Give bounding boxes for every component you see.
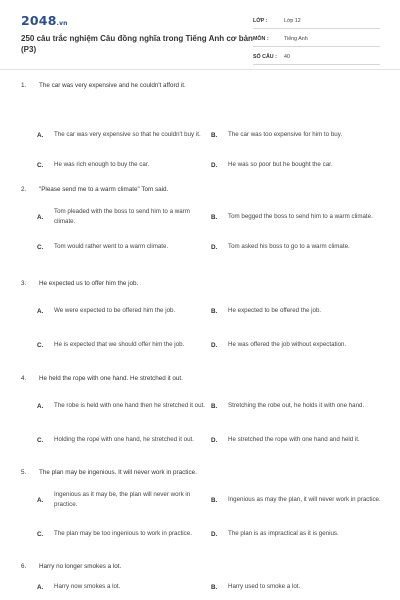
option-text: The plan is as impractical as it is genius.	[228, 530, 339, 537]
option-letter: B.	[211, 496, 218, 504]
option-a[interactable]	[37, 298, 207, 324]
meta-label: MÔN :	[253, 36, 269, 42]
option-c[interactable]	[37, 521, 207, 547]
question-1	[0, 80, 400, 184]
meta-info	[253, 14, 380, 68]
option-letter: A.	[37, 307, 44, 315]
option-letter: C.	[37, 243, 44, 251]
option-text: The car was too expensive for him to buy.	[228, 131, 343, 138]
option-text: He expected to be offered the job.	[228, 307, 322, 314]
option-letter: D.	[211, 161, 218, 169]
option-letter: B.	[211, 402, 218, 410]
meta-label: SỐ CÂU :	[253, 54, 277, 60]
meta-value: Tiếng Anh	[284, 36, 308, 42]
option-row	[0, 521, 400, 547]
question-number: 2.	[21, 186, 27, 193]
header-divider	[0, 69, 400, 70]
document-title: 250 câu trắc nghiệm Câu đồng nghĩa trong Tiếng Anh cơ bản (P3)	[21, 34, 253, 54]
option-a[interactable]	[37, 577, 207, 597]
option-text: The car was very expensive so that he couldn't buy it.	[54, 131, 201, 138]
option-letter: B.	[211, 583, 218, 591]
question-stem	[0, 184, 400, 196]
option-letter: A.	[37, 583, 44, 591]
option-row	[0, 204, 400, 230]
option-text: Tom pleaded with the boss to send him to a warm climate.	[54, 208, 190, 225]
option-c[interactable]	[37, 152, 207, 178]
option-text: He stretched the rope with one hand and held it.	[228, 436, 360, 443]
option-a[interactable]	[37, 204, 207, 230]
option-text: He is expected that we should offer him the job.	[54, 341, 185, 348]
option-letter: D.	[211, 436, 218, 444]
question-5	[0, 467, 400, 561]
option-text: Tom asked his boss to go to a warm climate.	[228, 243, 350, 250]
option-row	[0, 393, 400, 419]
question-number: 3.	[21, 280, 27, 287]
option-letter: D.	[211, 243, 218, 251]
option-text: He was offered the job without expectation.	[228, 341, 347, 348]
option-b[interactable]	[211, 577, 381, 597]
option-text: Tom would rather went to a warm climate.	[54, 243, 169, 250]
question-2	[0, 184, 400, 278]
meta-row-count	[253, 50, 380, 65]
option-row	[0, 152, 400, 178]
question-4	[0, 373, 400, 467]
option-b[interactable]	[211, 487, 381, 513]
question-number: 4.	[21, 375, 27, 382]
option-text: He was so poor but he bought the car.	[228, 161, 333, 168]
site-logo[interactable]	[21, 13, 68, 28]
question-stem	[0, 373, 400, 385]
option-d[interactable]	[211, 234, 381, 260]
option-letter: B.	[211, 213, 218, 221]
option-c[interactable]	[37, 234, 207, 260]
question-stem	[0, 561, 400, 573]
question-3	[0, 278, 400, 373]
option-text: Harry used to smoke a lot.	[228, 583, 301, 590]
option-letter: B.	[211, 307, 218, 315]
page-header	[0, 0, 400, 78]
option-row	[0, 298, 400, 324]
option-text: Holding the rope with one hand, he stretched it out.	[54, 436, 194, 443]
logo-main: 2048	[21, 13, 57, 28]
option-a[interactable]	[37, 393, 207, 419]
question-text: The plan may be ingenious. It will never work in practice.	[39, 469, 197, 476]
logo-suffix: .vn	[56, 20, 68, 27]
option-text: He was rich enough to buy the car.	[54, 161, 150, 168]
option-row	[0, 487, 400, 513]
question-text: Harry no longer smokes a lot.	[39, 563, 122, 570]
option-a[interactable]	[37, 487, 207, 513]
option-letter: C.	[37, 530, 44, 538]
option-c[interactable]	[37, 427, 207, 453]
option-d[interactable]	[211, 521, 381, 547]
option-text: The robe is held with one hand then he stretched it out.	[54, 402, 206, 409]
option-row	[0, 332, 400, 358]
option-b[interactable]	[211, 204, 381, 230]
question-stem	[0, 278, 400, 290]
question-stem	[0, 80, 400, 92]
meta-value: Lớp 12	[284, 18, 301, 24]
option-d[interactable]	[211, 152, 381, 178]
option-letter: C.	[37, 436, 44, 444]
question-text: "Please send me to a warm climate" Tom said.	[39, 186, 169, 193]
option-text: Harry now smokes a lot.	[54, 583, 121, 590]
option-letter: A.	[37, 402, 44, 410]
option-row	[0, 234, 400, 260]
option-b[interactable]	[211, 122, 381, 148]
option-text: Stretching the robe out, he holds it with one hand.	[228, 402, 365, 409]
question-number: 1.	[21, 82, 27, 89]
question-number: 5.	[21, 469, 27, 476]
meta-label: LỚP :	[253, 18, 268, 24]
option-d[interactable]	[211, 427, 381, 453]
option-b[interactable]	[211, 393, 381, 419]
question-6	[0, 561, 400, 600]
option-letter: A.	[37, 213, 44, 221]
option-letter: C.	[37, 161, 44, 169]
option-row	[0, 427, 400, 453]
meta-value: 40	[284, 54, 290, 60]
option-text: Tom begged the boss to send him to a warm climate.	[228, 213, 373, 220]
option-text: The plan may be too ingenious to work in practice.	[54, 530, 192, 537]
option-a[interactable]	[37, 122, 207, 148]
option-letter: D.	[211, 341, 218, 349]
option-row	[0, 122, 400, 148]
question-text: He expected us to offer him the job.	[39, 280, 139, 287]
option-text: Ingenious as may the plan, it will never work in practice.	[228, 496, 381, 503]
question-list	[0, 80, 400, 600]
question-text: The car was very expensive and he couldn't afford it.	[39, 82, 186, 89]
option-letter: C.	[37, 341, 44, 349]
option-letter: D.	[211, 530, 218, 538]
option-letter: A.	[37, 131, 44, 139]
option-letter: A.	[37, 496, 44, 504]
option-text: Ingenious as it may be, the plan will never work in practice.	[54, 491, 191, 508]
meta-row-subject	[253, 32, 380, 47]
option-c[interactable]	[37, 332, 207, 358]
option-letter: B.	[211, 131, 218, 139]
option-row	[0, 577, 400, 597]
question-number: 6.	[21, 563, 27, 570]
option-d[interactable]	[211, 332, 381, 358]
question-stem	[0, 467, 400, 479]
option-text: We were expected to be offered him the job.	[54, 307, 176, 314]
meta-row-class	[253, 14, 380, 29]
option-b[interactable]	[211, 298, 381, 324]
question-text: He held the rope with one hand. He stretched it out.	[39, 375, 183, 382]
